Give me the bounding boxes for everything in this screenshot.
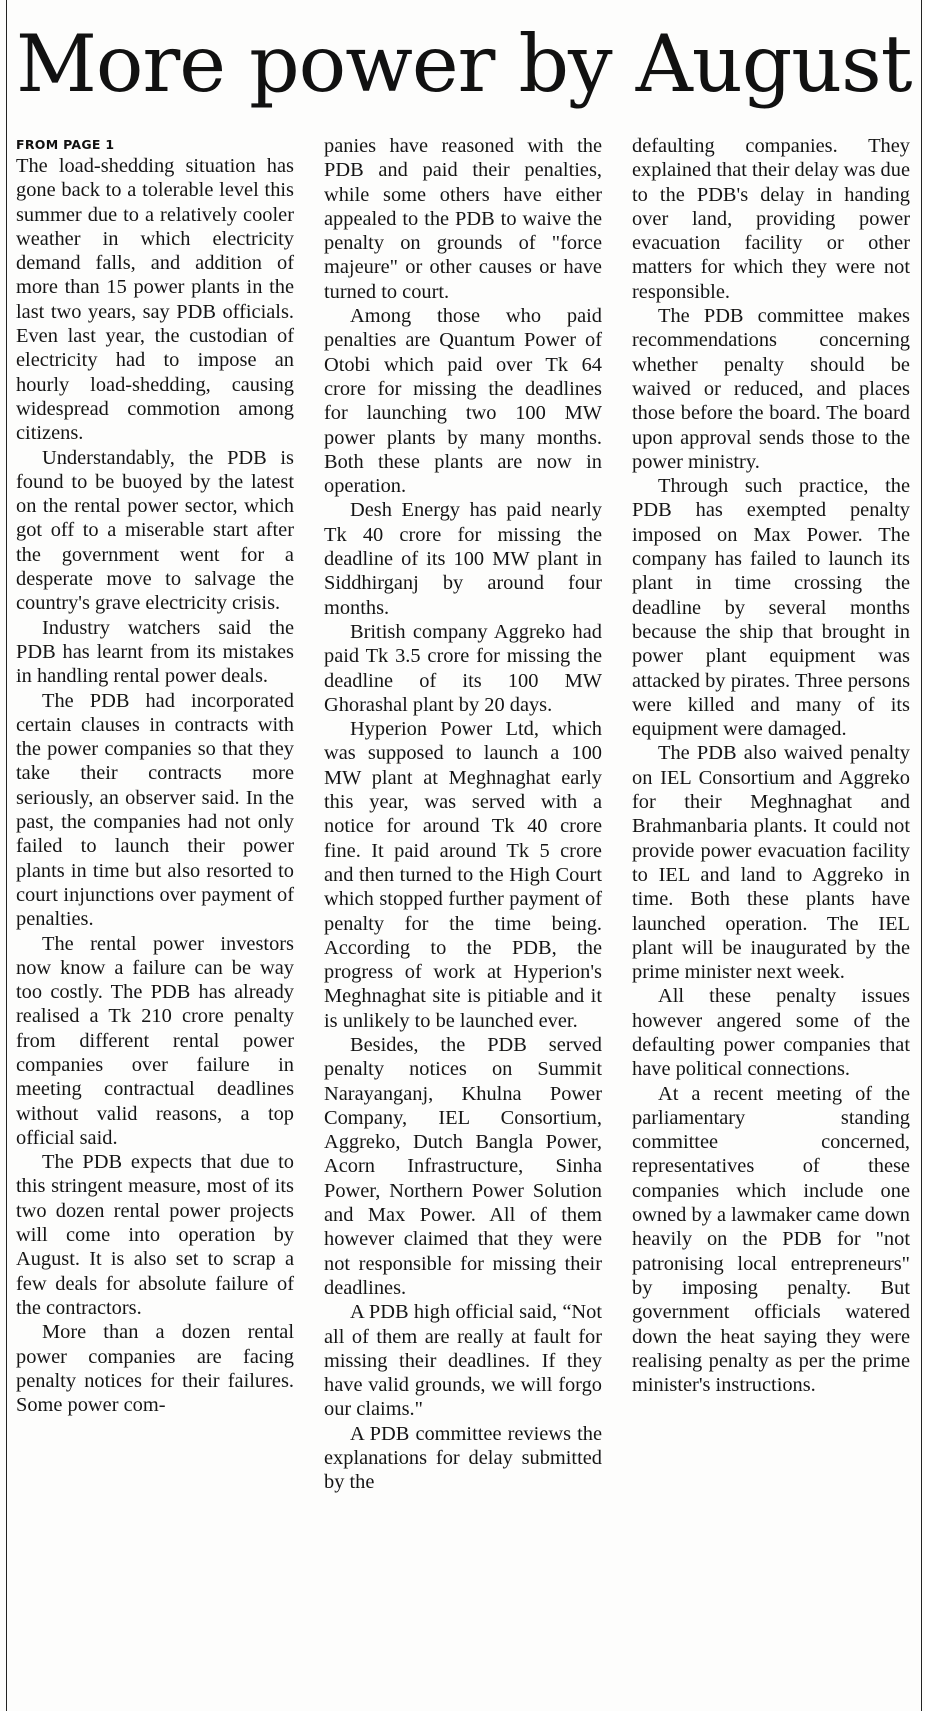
paragraph: All these penalty issues however angered some of the defaulting power companies that have political connections. bbox=[632, 985, 910, 1081]
paragraph: panies have reasoned with the PDB and paid their penalties, while some others have either appealed to the PDB to waive the penalty on grounds of "force majeure" or other causes or have turned to court. bbox=[324, 135, 602, 303]
paragraph: At a recent meeting of the parliamentary standing committee concerned, representatives of these companies which include one owned by a lawmaker came down heavily on the PDB for "not patronising local entrepreneurs" by imposing penalty. But government officials watered down the heat saying they were realising penalty as per the prime minister's instructions. bbox=[632, 1082, 911, 1397]
paragraph: Hyperion Power Ltd, which was supposed to launch a 100 MW plant at Meghnaghat early this year, was served with a notice for around Tk 40 crore fine. It paid around Tk 5 crore and then turned to the High Court which stopped further payment of penalty for the time being. According to the PDB, the progress of work at Hyperion's Meghnaghat site is pitiable and it is unlikely to be launched ever. bbox=[324, 718, 602, 1032]
left-border-rule bbox=[6, 0, 7, 1711]
headline: More power by August bbox=[16, 18, 912, 110]
paragraph: Understandably, the PDB is found to be buoyed by the latest on the rental power sector, which got off to a miserable start after the government went for a desperate move to salvage the country's grave electricity crisis. bbox=[16, 446, 294, 615]
paragraph: More than a dozen rental power companies are facing penalty notices for their failures. Some power com- bbox=[16, 1321, 294, 1417]
paragraph: British company Aggreko had paid Tk 3.5 crore for missing the deadline of its 100 MW Ghorashal plant by 20 days. bbox=[324, 620, 602, 716]
paragraph: A PDB high official said, “Not all of them are really at fault for missing their deadlines. If they have valid grounds, we will forgo our claims." bbox=[324, 1301, 602, 1421]
right-border-rule bbox=[921, 0, 922, 1711]
paragraph: The PDB also waived penalty on IEL Consortium and Aggreko for their Meghnaghat and Brahmanbaria plants. It could not provide power evacuation facility to IEL and land to Aggreko in time. Both these plants have launched operation. The IEL plant will be inaugurated by the prime minister next week. bbox=[632, 742, 910, 984]
article-column-3 bbox=[632, 134, 910, 1397]
paragraph: Through such practice, the PDB has exempted penalty imposed on Max Power. The company has failed to launch its plant in time crossing the deadline by several months because the ship that brought in power plant equipment was attacked by pirates. Three persons were killed and many of its equipment were damaged. bbox=[632, 475, 910, 741]
paragraph: Among those who paid penalties are Quantum Power of Otobi which paid over Tk 64 crore for missing the deadlines for launching two 100 MW power plants by many months. Both these plants are now in operation. bbox=[324, 305, 602, 498]
article-column-1 bbox=[16, 137, 294, 1417]
paragraph: defaulting companies. They explained that their delay was due to the PDB's delay in handing over land, providing power evacuation facility or other matters for which they were not responsible. bbox=[632, 135, 911, 303]
paragraph: The load-shedding situation has gone back to a tolerable level this summer due to a relatively cooler weather in which electricity demand falls, and addition of more than 15 power plants in the last two years, say PDB officials. Even last year, the custodian of electricity had to impose an hourly load-shedding, causing widespread commotion among citizens. bbox=[16, 155, 294, 445]
kicker-from-page-1: FROM PAGE 1 bbox=[16, 137, 115, 152]
article-column-2 bbox=[324, 134, 602, 1495]
paragraph: The PDB committee makes recommendations concerning whether penalty should be waived or reduced, and places those before the board. The board upon approval sends those to the power ministry. bbox=[632, 305, 910, 473]
paragraph: The rental power investors now know a failure can be way too costly. The PDB has already realised a Tk 210 crore penalty from different rental power companies over failure in meeting contractual deadlines without valid reasons, a top official said. bbox=[16, 932, 294, 1149]
paragraph: A PDB committee reviews the explanations for delay submitted by the bbox=[324, 1422, 602, 1494]
paragraph: The PDB had incorporated certain clauses in contracts with the power companies so that they take their contracts more seriously, an observer said. In the past, the companies had not only failed to launch their power plants in time but also resorted to court injunctions over payment of penalties. bbox=[16, 689, 294, 931]
paragraph: Desh Energy has paid nearly Tk 40 crore for missing the deadline of its 100 MW plant in Siddhirganj by around four months. bbox=[324, 499, 602, 619]
paragraph: The PDB expects that due to this stringent measure, most of its two dozen rental power projects will come into operation by August. It is also set to scrap a few deals for absolute failure of the contractors. bbox=[16, 1151, 294, 1319]
paragraph: Industry watchers said the PDB has learnt from its mistakes in handling rental power deals. bbox=[16, 616, 294, 688]
paragraph: Besides, the PDB served penalty notices on Summit Narayanganj, Khulna Power Company, IEL Consortium, Aggreko, Dutch Bangla Power, Acorn Infrastructure, Sinha Power, Northern Power Solution and Max Power. All of them however claimed that they were not responsible for missing their deadlines. bbox=[324, 1033, 602, 1299]
